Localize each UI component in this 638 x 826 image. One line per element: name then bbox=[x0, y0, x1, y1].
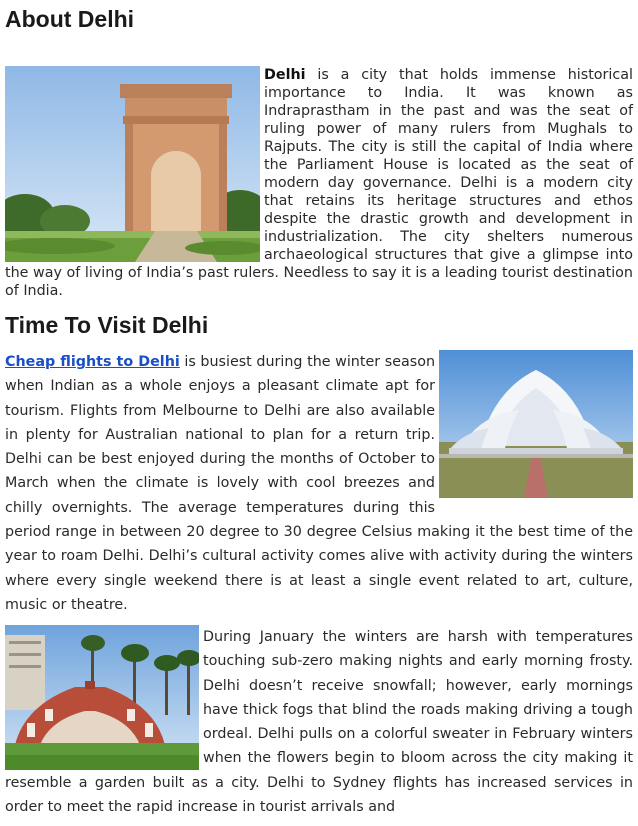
winter-text: During January the winters are harsh with temperatures touching sub-zero making nights and early morning frosty. Delhi doesn’t receive snowfall; however, early mornings have thick fogs that blind the roads making driving a tough ordeal. Delhi pulls on a colorful sweater in February winters when the flowers begin to bloom across the city making it resemble a garden built as a city. Delhi to Sydney flights has increased services in order to meet the rapid increase in tourist arrivals and bbox=[5, 629, 633, 816]
about-delhi-paragraph bbox=[5, 66, 633, 300]
time-to-visit-paragraph bbox=[5, 350, 633, 617]
lotus-temple-image bbox=[439, 350, 633, 498]
about-delhi-heading: About Delhi bbox=[5, 6, 135, 32]
jantar-mantar-image bbox=[5, 625, 199, 770]
india-gate-image bbox=[5, 66, 260, 262]
time-to-visit-text: is busiest during the winter season when Indian as a whole enjoys a pleasant climate apt for tourism. Flights from Melbourne to Delhi are also available in plenty for Australian national to plan for a return trip. Delhi can be best enjoyed during the months of October to March when the climate is lovely with cool breezes and chilly overnights. The average temperatures during this period range in between 20 degree to 30 degree Celsius making it the best time of the year to roam Delhi. Delhi’s cultural activity comes alive with activity during the winters where every single weekend there is at least a single event related to art, culture, music or theatre. bbox=[5, 354, 633, 613]
cheap-flights-link[interactable]: Cheap flights to Delhi bbox=[5, 354, 180, 370]
time-to-visit-heading: Time To Visit Delhi bbox=[5, 312, 209, 338]
about-delhi-text: is a city that holds immense historical importance to India. It was known as Indraprastham in the past and was the seat of ruling power of many rulers from Mughals to Rajputs. The city is still the capital of India where the Parliament House is located as the seat of modern day governance. Delhi is a modern city that retains its heritage structures and ethos despite the drastic growth and development in industrialization. The city shelters numerous archaeological structures that give a glimpse into the way of living of India’s past rulers. Needless to say it is a leading tourist destination of India. bbox=[5, 67, 633, 299]
winter-paragraph bbox=[5, 625, 633, 819]
delhi-lead-word: Delhi bbox=[264, 67, 306, 83]
